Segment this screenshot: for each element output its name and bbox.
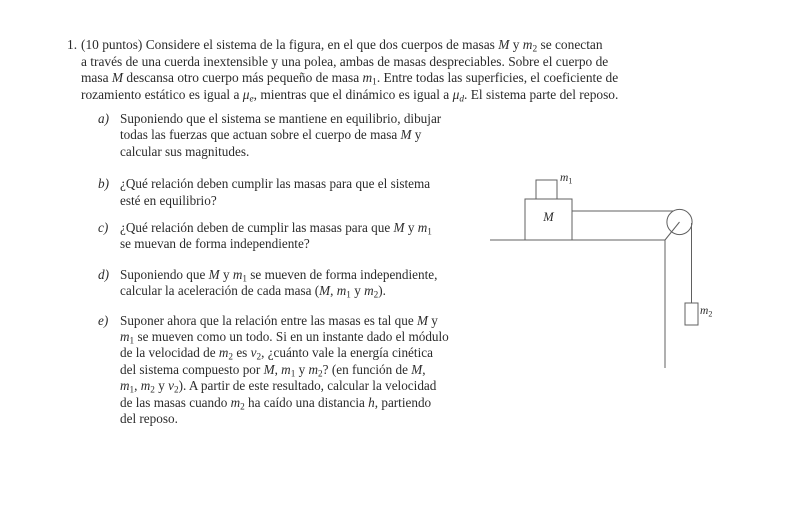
item-line: calcular la aceleración de cada masa (M, $m_1$ y $m_2$). bbox=[120, 283, 386, 300]
item-line: Suponiendo que M y $m_1$ se mueven de forma independiente, bbox=[120, 266, 438, 284]
pulley-figure bbox=[480, 165, 730, 375]
item-line: $m_1$, $m_2$ y $v_2$). A partir de este resultado, calcular la velocidad bbox=[120, 378, 437, 395]
problem-number: 1. bbox=[67, 37, 78, 52]
statement-line: a través de una cuerda inextensible y una polea, ambas de masas despreciables. Sobre el cuerpo de bbox=[81, 53, 609, 69]
problem-statement-block bbox=[67, 37, 741, 105]
item-line: ¿Qué relación deben cumplir las masas para que el sistema bbox=[120, 176, 431, 192]
label-m2: $m_2$ bbox=[700, 305, 713, 319]
item-line: Suponiendo que el sistema se mantiene en equilibrio, dibujar bbox=[120, 111, 442, 126]
problem-item bbox=[98, 266, 476, 300]
problem-item bbox=[98, 312, 476, 428]
item-line: calcular sus magnitudes. bbox=[120, 143, 250, 159]
item-label: a) bbox=[98, 111, 109, 126]
item-line: todas las fuerzas que actuan sobre el cuerpo de masa M y bbox=[120, 127, 422, 143]
item-label: b) bbox=[98, 176, 109, 192]
block-m1 bbox=[536, 180, 557, 199]
item-label: c) bbox=[98, 220, 109, 236]
item-line: ¿Qué relación deben de cumplir las masas para que M y $m_1$ bbox=[120, 220, 432, 237]
item-line: Suponer ahora que la relación entre las masas es tal que M y bbox=[120, 312, 438, 328]
item-line: esté en equilibrio? bbox=[120, 192, 217, 208]
problem-item bbox=[98, 220, 476, 253]
problem-item bbox=[98, 111, 476, 160]
statement-line: rozamiento estático es igual a $\mu_e$, mientras que el dinámico es igual a $\mu_d$. El sistema parte del reposo. bbox=[81, 86, 619, 105]
item-line: del reposo. bbox=[120, 411, 178, 427]
label-M: M bbox=[543, 210, 554, 224]
statement-line: masa M descansa otro cuerpo más pequeño de masa $m_1$. Entre todas las superficies, el coeficiente de bbox=[81, 70, 619, 88]
problem-statement bbox=[81, 37, 741, 103]
item-line: de las masas cuando $m_2$ ha caído una distancia h, partiendo bbox=[120, 394, 432, 412]
item-line: $m_1$ se mueven como un todo. Si en un instante dado el módulo bbox=[120, 329, 449, 346]
problem-item bbox=[98, 176, 476, 209]
item-line: de la velocidad de $m_2$ es $v_2$, ¿cuánto vale la energía cinética bbox=[120, 345, 433, 363]
block-m2 bbox=[685, 303, 698, 325]
item-label: e) bbox=[98, 312, 109, 328]
item-label: d) bbox=[98, 266, 109, 282]
pulley-figure-drawing bbox=[480, 165, 730, 375]
item-line: del sistema compuesto por M, $m_1$ y $m_2$? (en función de M, bbox=[120, 361, 426, 379]
problem-items bbox=[98, 111, 476, 428]
item-line: se muevan de forma independiente? bbox=[120, 236, 310, 252]
label-m1: $m_1$ bbox=[560, 172, 573, 186]
statement-line: (10 puntos) Considere el sistema de la figura, en el que dos cuerpos de masas M y $m_2$ se conectan bbox=[81, 37, 603, 55]
